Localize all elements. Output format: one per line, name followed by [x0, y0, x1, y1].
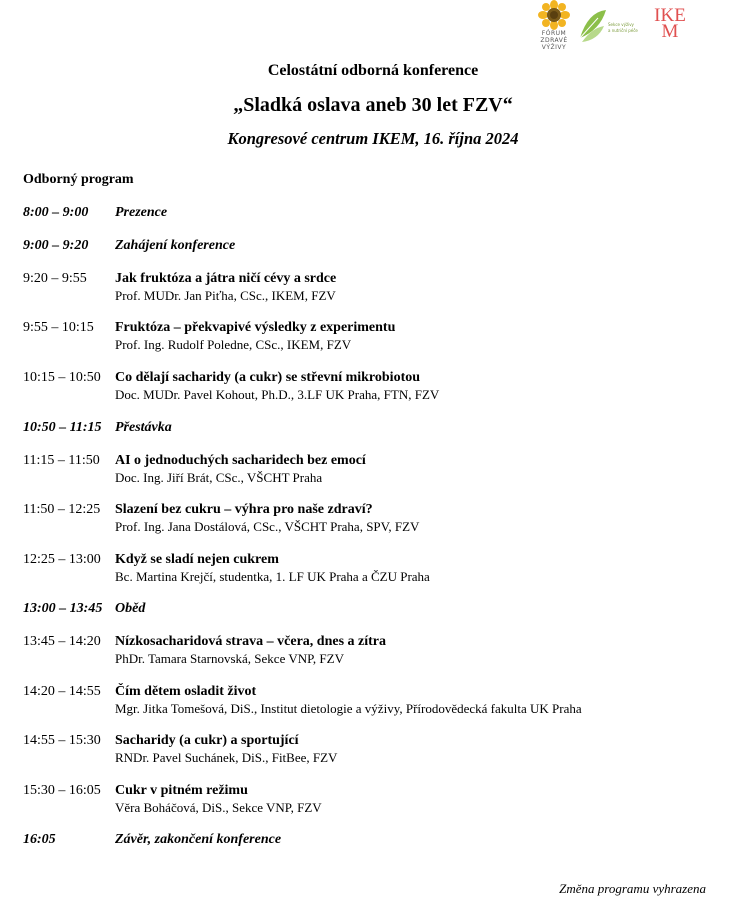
program-time: 16:05: [23, 832, 56, 847]
program-content: [115, 369, 723, 403]
talk-speaker: Věra Boháčová, DiS., Sekce VNP, FZV: [115, 800, 322, 815]
program-content: [115, 270, 723, 304]
talk-title: Čím dětem osladit život: [115, 684, 257, 699]
forum-zdrave-vyzivy-logo: [534, 0, 574, 56]
program-time: 11:50 – 12:25: [23, 502, 101, 517]
conference-label: Celostátní odborná konference: [267, 62, 479, 79]
talk-speaker: PhDr. Tamara Starnovská, Sekce VNP, FZV: [115, 651, 344, 666]
break-title: Zahájení konference: [115, 238, 236, 253]
program-time: 14:20 – 14:55: [23, 684, 101, 699]
program-content: [115, 600, 723, 617]
forum-logo-text: FÓRUM ZDRAVÉ VÝŽIVY: [540, 30, 568, 51]
conference-title: „Sladká oslava aneb 30 let FZV“: [233, 94, 513, 116]
program-time: 10:50 – 11:15: [23, 420, 102, 435]
ikem-logo: IKE M: [654, 5, 686, 42]
talk-speaker: Doc. MUDr. Pavel Kohout, Ph.D., 3.LF UK Praha, FTN, FZV: [115, 387, 440, 402]
leaf-icon: [578, 8, 608, 48]
talk-title: Cukr v pitném režimu: [115, 783, 248, 798]
talk-title: Fruktóza – překvapivé výsledky z experimentu: [115, 320, 396, 335]
spv-logo-text: Sekce výživy a nutriční péče: [608, 22, 638, 33]
talk-title: AI o jednoduchých sacharidech bez emocí: [115, 453, 366, 468]
talk-speaker: Doc. Ing. Jiří Brát, CSc., VŠCHT Praha: [115, 470, 323, 485]
logo-bar: [0, 0, 746, 70]
program-content: [115, 782, 723, 816]
program-time: 13:00 – 13:45: [23, 601, 103, 616]
program-content: [115, 551, 723, 585]
program-content: [115, 237, 723, 254]
break-title: Prezence: [115, 205, 168, 220]
program-time: 10:15 – 10:50: [23, 370, 101, 385]
program-time: 12:25 – 13:00: [23, 552, 101, 567]
program-content: [115, 831, 723, 848]
break-title: Závěr, zakončení konference: [115, 832, 282, 847]
program-content: [115, 204, 723, 221]
talk-title: Jak fruktóza a játra ničí cévy a srdce: [115, 271, 337, 286]
talk-speaker: RNDr. Pavel Suchánek, DiS., FitBee, FZV: [115, 750, 338, 765]
program-content: [115, 319, 723, 353]
program-time: 9:00 – 9:20: [23, 238, 89, 253]
conference-venue-date: Kongresové centrum IKEM, 16. října 2024: [227, 129, 519, 148]
footer-note: Změna programu vyhrazena: [559, 881, 706, 896]
talk-speaker: Bc. Martina Krejčí, studentka, 1. LF UK Praha a ČZU Praha: [115, 569, 430, 584]
program-time: 13:45 – 14:20: [23, 634, 101, 649]
program-content: [115, 683, 723, 717]
program-content: [115, 452, 723, 486]
program-content: [115, 501, 723, 535]
talk-title: Nízkosacharidová strava – včera, dnes a zítra: [115, 634, 387, 649]
talk-title: Sacharidy (a cukr) a sportující: [115, 733, 299, 748]
break-title: Oběd: [115, 601, 146, 616]
talk-speaker: Prof. Ing. Jana Dostálová, CSc., VŠCHT Praha, SPV, FZV: [115, 519, 420, 534]
talk-speaker: Mgr. Jitka Tomešová, DiS., Institut dietologie a výživy, Přírodovědecká fakulta UK Praha: [115, 701, 582, 716]
program-time: 15:30 – 16:05: [23, 783, 101, 798]
sekce-vyzivy-logo: [578, 8, 640, 48]
talk-title: Slazení bez cukru – výhra pro naše zdraví?: [115, 502, 373, 517]
program-time: 14:55 – 15:30: [23, 733, 101, 748]
sunflower-icon: [537, 0, 571, 30]
program-content: [115, 633, 723, 667]
talk-title: Když se sladí nejen cukrem: [115, 552, 279, 567]
program-time: 9:55 – 10:15: [23, 320, 94, 335]
break-title: Přestávka: [115, 420, 172, 435]
talk-title: Co dělají sacharidy (a cukr) se střevní mikrobiotou: [115, 370, 421, 385]
program-content: [115, 732, 723, 766]
program-time: 8:00 – 9:00: [23, 205, 89, 220]
section-title: Odborný program: [23, 172, 134, 187]
program-time: 11:15 – 11:50: [23, 453, 100, 468]
program-time: 9:20 – 9:55: [23, 271, 87, 286]
talk-speaker: Prof. Ing. Rudolf Poledne, CSc., IKEM, FZV: [115, 337, 352, 352]
program-content: [115, 419, 723, 436]
talk-speaker: Prof. MUDr. Jan Piťha, CSc., IKEM, FZV: [115, 288, 336, 303]
